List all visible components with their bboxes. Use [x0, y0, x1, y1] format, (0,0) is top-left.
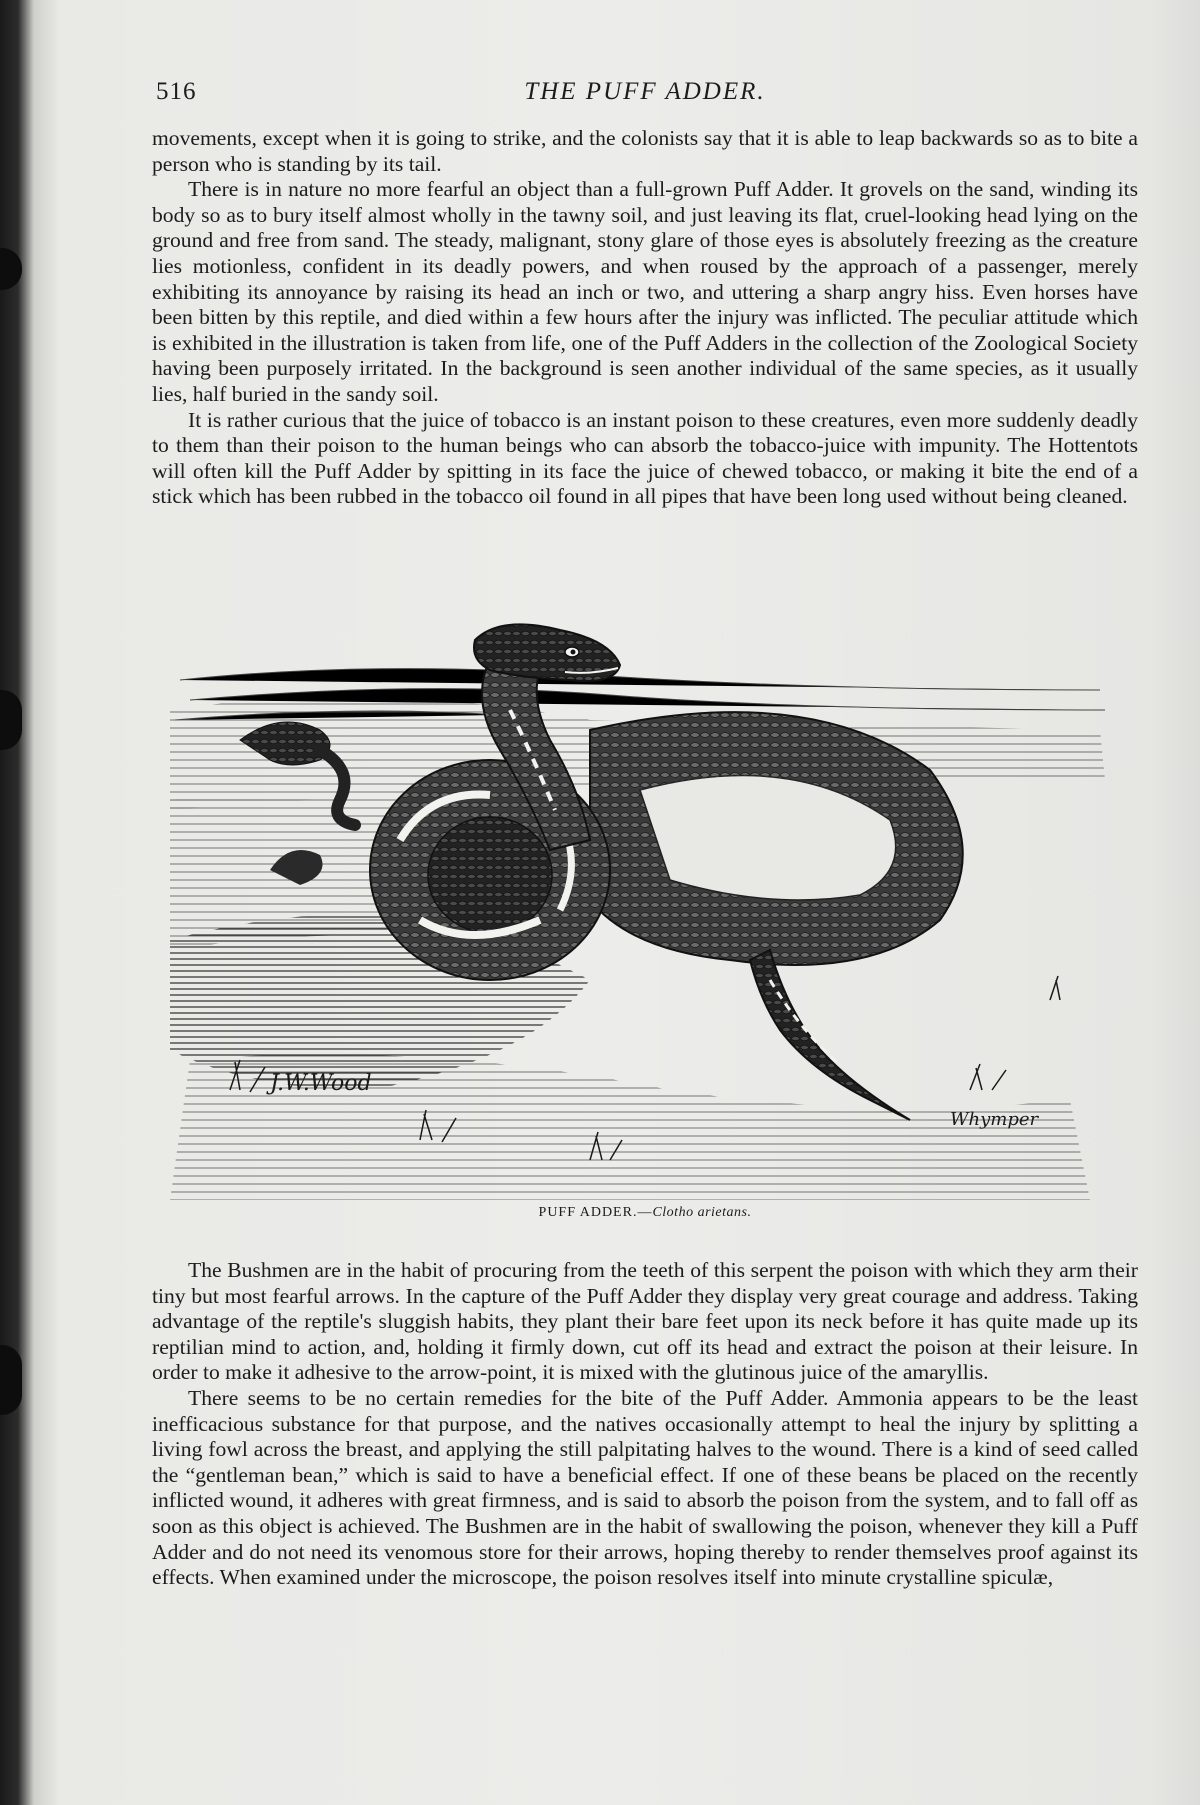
binding-hole-top [0, 248, 22, 290]
engraver-signature: J.W.Wood [270, 1071, 372, 1096]
paragraph-fearful-object: There is in nature no more fearful an object than a full-grown Puff Adder. It grovels on the sand, winding its body so as to bury itself almost wholly in the tawny soil, and just leaving its flat, cruel-looking head lying on the ground and free from sand. The steady, malignant, stony glare of those eyes is absolutely freezing as the creature lies motionless, confident in its deadly powers, and when roused by the approach of a passenger, merely exhibiting its annoyance by raising its head an inch or two, and uttering a sharp angry hiss. Even horses have been bitten by this reptile, and died within a few hours after the injury was inflicted. The peculiar attitude which is exhibited in the illustration is taken from life, one of the Puff Adders in the collection of the Zoological Society having been purposely irritated. In the background is seen another individual of the same species, as it usually lies, half buried in the sandy soil. [152, 177, 1138, 406]
figure-caption [152, 1205, 1138, 1221]
paragraph-remedies: There seems to be no certain remedies for the bite of the Puff Adder. Ammonia appears to be the least inefficacious substance for that purpose, and the natives occasionally attempt to heal the injury by splitting a living fowl across the breast, and applying the still palpitating halves to the wound. There is a kind of seed called the “gentleman bean,” which is said to have a beneficial effect. If one of these beans be placed on the recently inflicted wound, it adheres with great firmness, and is said to absorb the poison from the system, and to fall off as soon as this object is achieved. The Bushmen are in the habit of swallowing the poison, whenever they kill a Puff Adder and do not need its venomous store for their arrows, hoping thereby to render themselves proof against its effects. When examined under the microscope, the poison resolves itself into minute crystalline spiculæ, [152, 1385, 1138, 1590]
paragraph-bushmen: The Bushmen are in the habit of procuring from the teeth of this serpent the poison with which they arm their tiny but most fearful arrows. In the capture of the Puff Adder they display very great courage and address. Taking advantage of the reptile's sluggish habits, they plant their bare feet upon its neck before it has quite made up its reptilian mind to action, and, holding it firmly down, cut off its head and extract the poison at their leisure. In order to make it adhesive to the arrow-point, it is mixed with the glutinous juice of the amaryllis. [152, 1258, 1138, 1385]
puff-adder-illustration [170, 620, 1110, 1200]
paragraph-continued: movements, except when it is going to strike, and the colonists say that it is able to leap backwards so as to bite a person who is standing by its tail. [152, 126, 1138, 176]
caption-latin: Clotho arietans. [652, 1205, 752, 1220]
bottom-text-block [152, 1258, 1138, 1591]
artist-signature: Whymper [950, 1109, 1039, 1130]
caption-name: PUFF ADDER.— [538, 1205, 653, 1220]
running-title: THE PUFF ADDER. [524, 78, 766, 105]
binding-hole-middle [0, 690, 22, 750]
paragraph-tobacco: It is rather curious that the juice of tobacco is an instant poison to these creatures, even more suddenly deadly to them than their poison to the human beings who can absorb the tobacco-juice with impunity. The Hottentots will often kill the Puff Adder by spitting in its face the juice of chewed tobacco, or making it bite the end of a stick which has been rubbed in the tobacco oil found in all pipes that have been long used without being cleaned. [152, 407, 1138, 509]
page-number: 516 [156, 78, 197, 105]
page-header [150, 78, 1140, 112]
top-text-block [152, 126, 1138, 510]
binding-hole-bottom [0, 1345, 22, 1415]
